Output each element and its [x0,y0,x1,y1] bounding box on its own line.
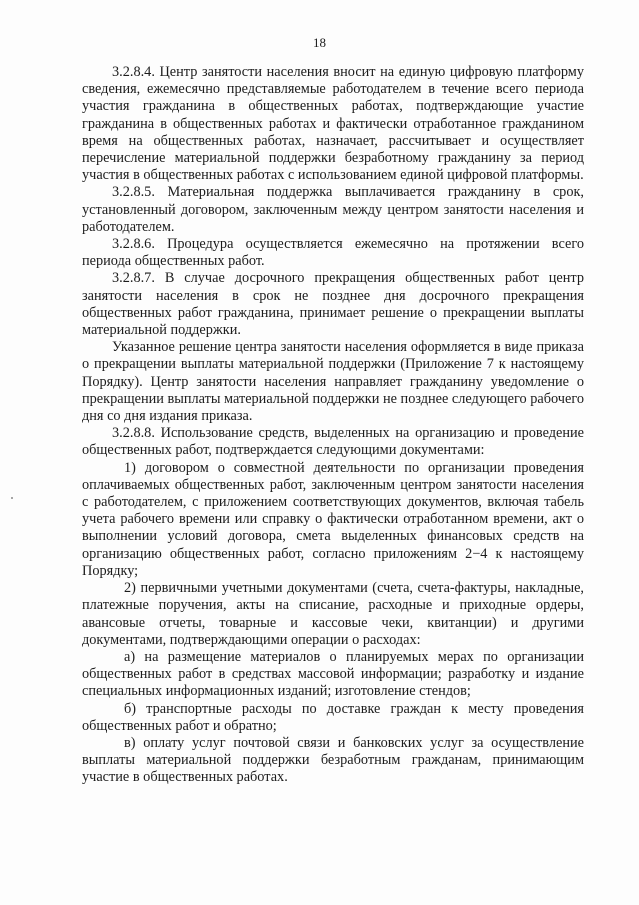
paragraph-3-2-8-7: 3.2.8.7. В случае досрочного прекращения общественных работ центр занятости населения в срок не позднее дня досрочного прекращения общественных работ гражданина, принимает решение о прекращении выплаты материальной поддержки. [82,270,584,339]
scan-speck [11,497,13,499]
sub-item-v: в) оплату услуг почтовой связи и банковских услуг за осуществление выплаты материальной поддержки безработным гражданам, принимающим участие в общественных работах. [82,734,584,786]
sub-item-a: а) на размещение материалов о планируемых мерах по организации общественных работ в средствах массовой информации; разработку и издание специальных информационных изданий; изготовление стендов; [82,648,584,700]
paragraph-3-2-8-4: 3.2.8.4. Центр занятости населения вносит на единую цифровую платформу сведения, ежемесячно представляемые работодателем в течение всего периода участия гражданина в общественных работах, подтверждающие участие гражданина в общественных работах и фактически отработанное гражданином время на общественных работах, назначает, рассчитывает и осуществляет перечисление материальной поддержки безработному гражданину за период участия в общественных работах с использованием единой цифровой платформы. [82,64,584,184]
document-body [82,64,584,787]
list-item-2: 2) первичными учетными документами (счета, счета-фактуры, накладные, платежные поручения, акты на списание, расходные и приходные ордеры, авансовые отчеты, товарные и кассовые чеки, квитанции) и другими документами, подтверждающими операции о расходах: [82,580,584,648]
list-item-1: 1) договором о совместной деятельности по организации проведения оплачиваемых общественных работ, заключенным центром занятости населения с работодателем, с приложением соответствующих документов, включая табель учета рабочего времени или справку о фактически отработанном времени, акт о выполнении условий договора, смета выделенных финансовых средств на организацию общественных работ, согласно приложениям 2−4 к настоящему Порядку; [82,459,584,579]
paragraph-3-2-8-8: 3.2.8.8. Использование средств, выделенных на организацию и проведение общественных работ, подтверждается следующими документами: [82,425,584,459]
paragraph-decision-note: Указанное решение центра занятости населения оформляется в виде приказа о прекращении выплаты материальной поддержки (Приложение 7 к настоящему Порядку). Центр занятости населения направляет гражданину уведомление о прекращении выплаты материальной поддержки не позднее следующего рабочего дня со дня издания приказа. [82,339,584,425]
paragraph-3-2-8-5: 3.2.8.5. Материальная поддержка выплачивается гражданину в срок, установленный договором, заключенным между центром занятости населения и работодателем. [82,184,584,235]
sub-item-b: б) транспортные расходы по доставке граждан к месту проведения общественных работ и обратно; [82,700,584,734]
page-number: 18 [313,35,326,50]
paragraph-3-2-8-6: 3.2.8.6. Процедура осуществляется ежемесячно на протяжении всего периода общественных работ. [82,236,584,270]
